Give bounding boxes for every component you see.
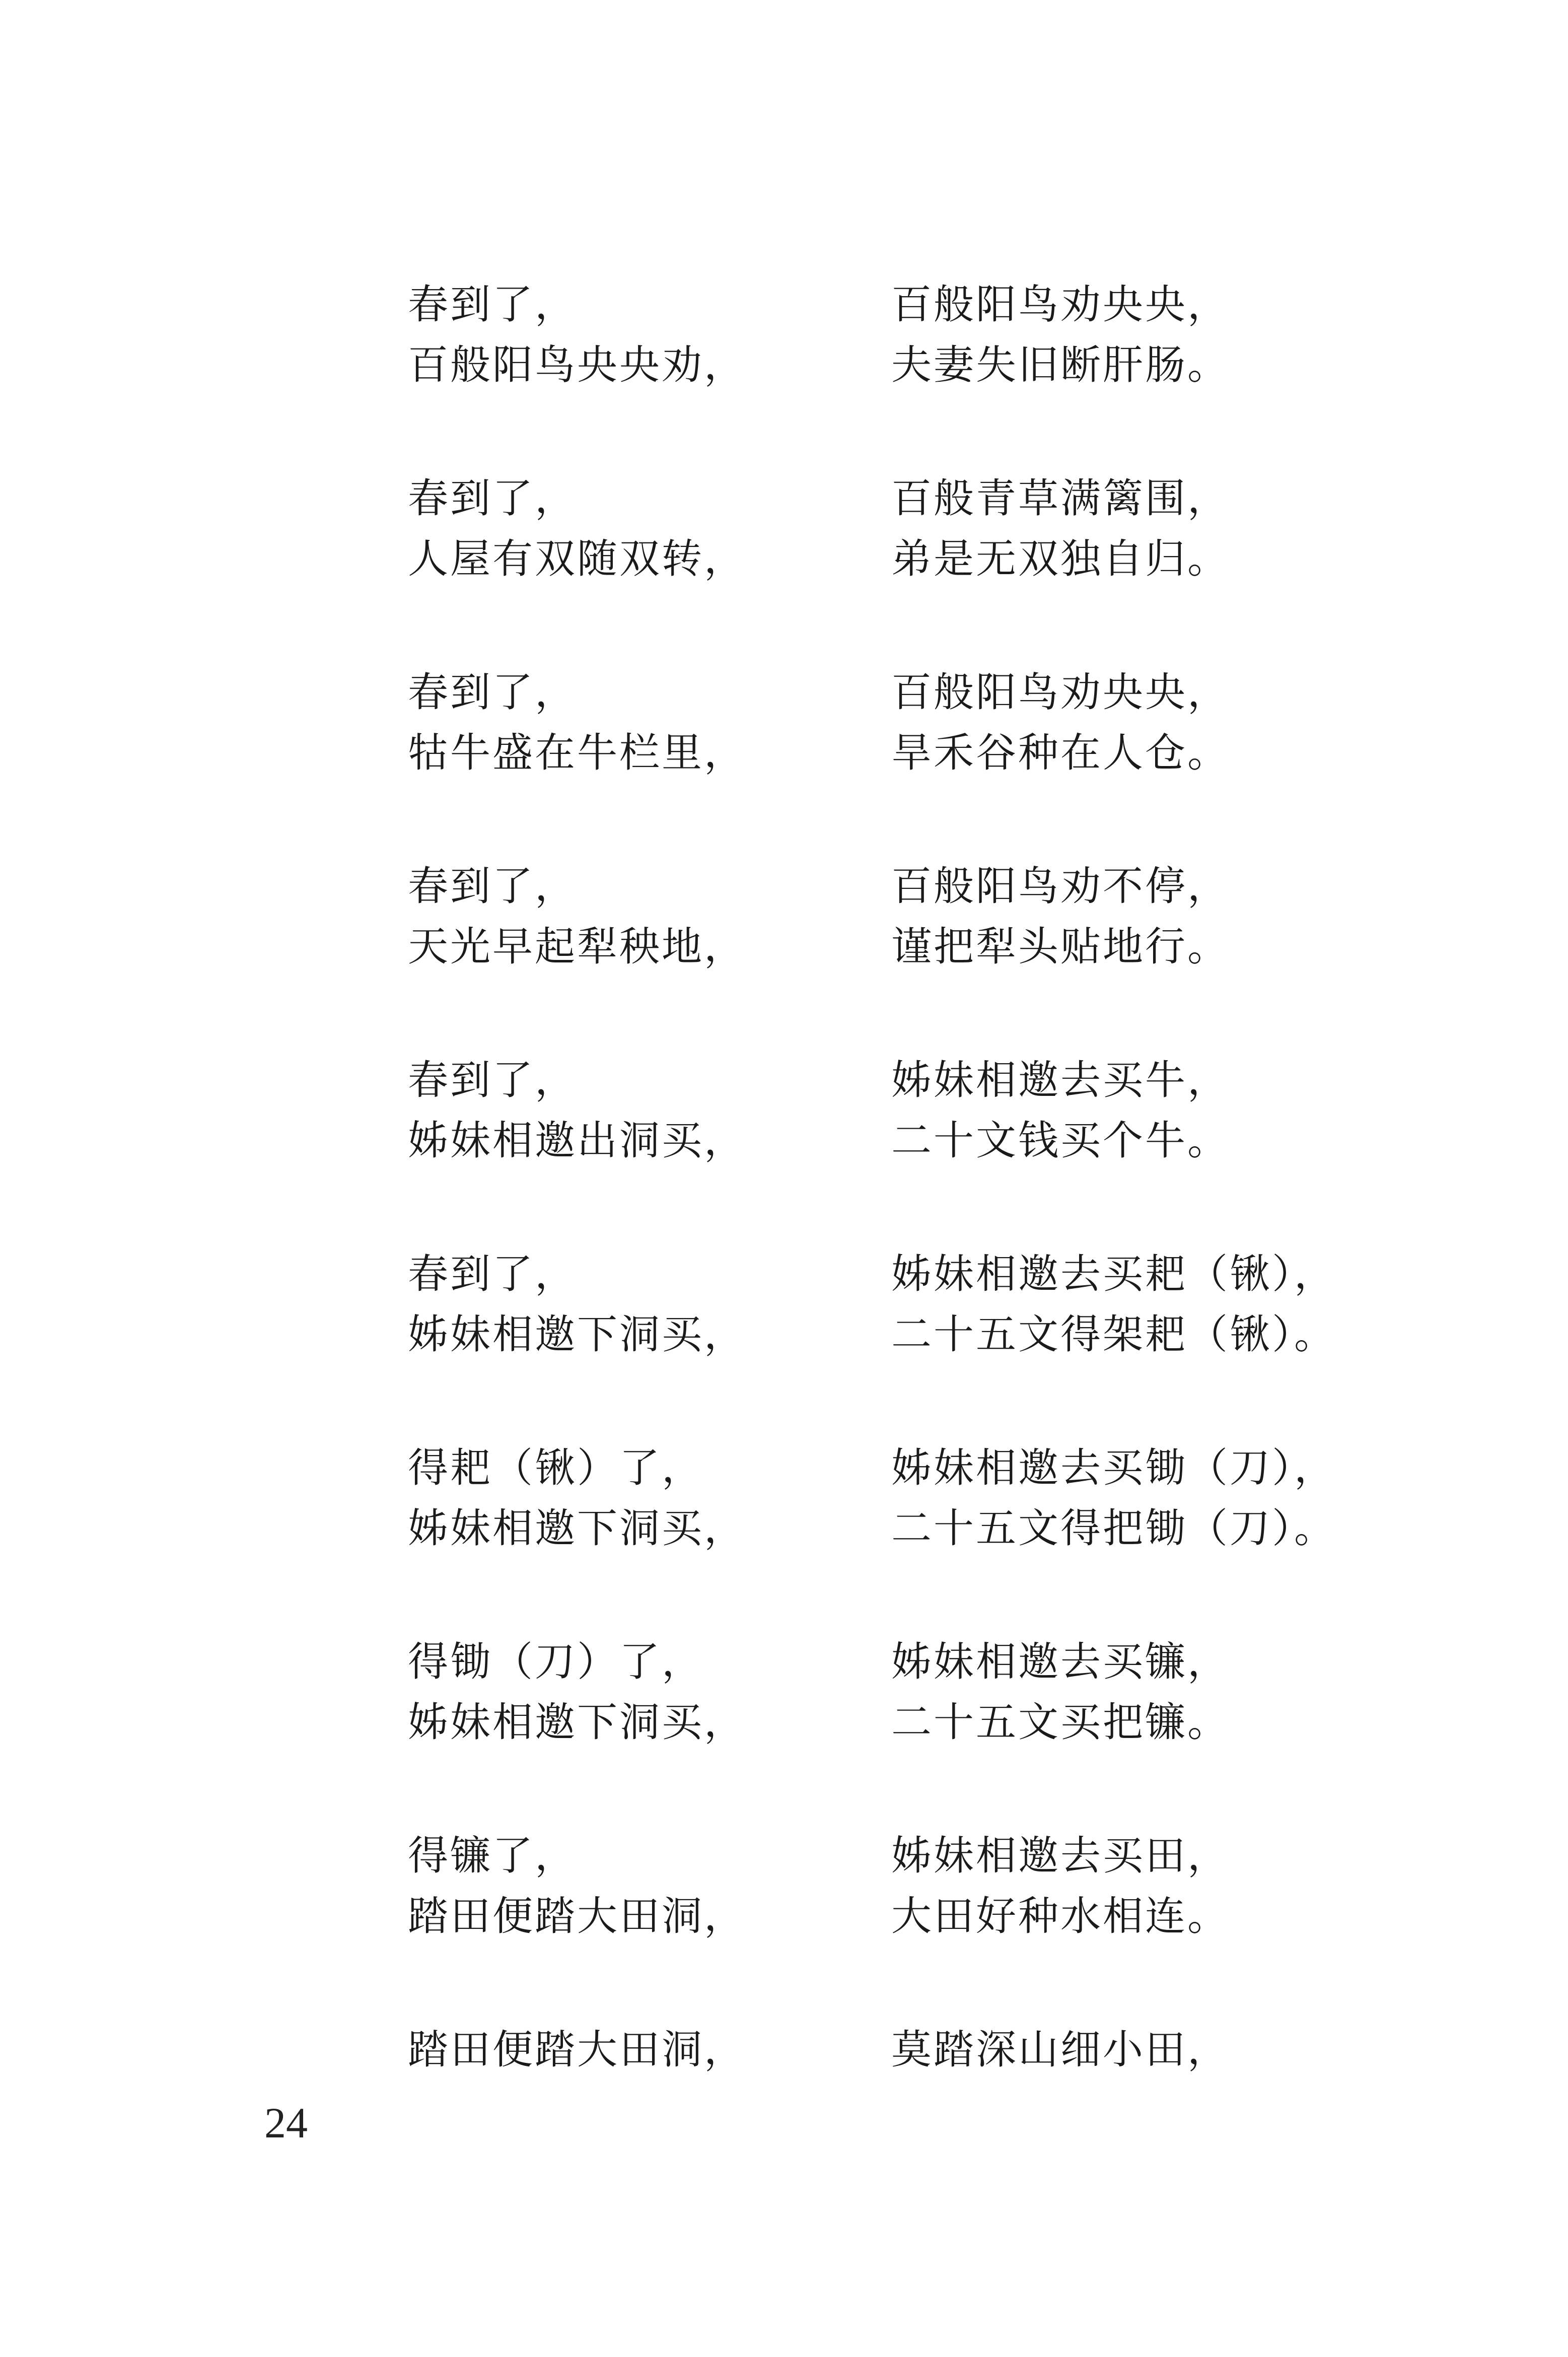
verse-line: 得镰了， [408, 1832, 577, 1879]
page-number: 24 [264, 2099, 308, 2147]
stanza-1 [408, 280, 1390, 400]
verse-line: 莫踏深山细小田， [891, 2026, 1230, 2073]
verse-line: 春到了， [408, 1057, 577, 1103]
verse-line: 姊妹相邀出洞买， [408, 1117, 746, 1164]
verse-line: 踏田便踏大田洞， [408, 2026, 746, 2073]
verse-line: 二十五文得架耙（锹）。 [891, 1311, 1336, 1358]
verse-line: 夫妻失旧断肝肠。 [891, 341, 1230, 388]
stanza-2 [408, 473, 1390, 594]
verse-line: 谨把犁头贴地行。 [891, 923, 1230, 970]
verse-line: 旱禾谷种在人仓。 [891, 729, 1230, 776]
verse-line: 春到了， [408, 281, 577, 328]
verse-line: 姊妹相邀下洞买， [408, 1505, 746, 1552]
verse-line: 百般青草满篱围， [891, 475, 1230, 522]
verse-line: 得耙（锹）了， [408, 1444, 704, 1491]
verse-line: 春到了， [408, 475, 577, 522]
verse-line: 姊妹相邀去买牛， [891, 1057, 1230, 1103]
verse-line: 百般阳鸟劝央央， [891, 281, 1230, 328]
verse-line: 姊妹相邀去买田， [891, 1832, 1230, 1879]
stanza-8 [408, 1637, 1390, 1758]
verse-line: 姊妹相邀去买镰， [891, 1638, 1230, 1685]
stanza-5 [408, 1055, 1390, 1176]
verse-line: 得锄（刀）了， [408, 1638, 704, 1685]
verse-line: 春到了， [408, 1251, 577, 1297]
stanza-7 [408, 1443, 1390, 1564]
verse-line: 百般阳鸟劝不停， [891, 863, 1230, 910]
verse-line: 百般阳鸟央央劝， [408, 341, 746, 388]
verse-line: 人屋有双随双转， [408, 535, 746, 582]
stanza-9 [408, 1831, 1390, 1952]
verse-line: 踏田便踏大田洞， [408, 1893, 746, 1939]
verse-line: 二十文钱买个牛。 [891, 1117, 1230, 1164]
verse-line: 牯牛盛在牛栏里， [408, 729, 746, 776]
verse-line: 二十五文买把镰。 [891, 1699, 1230, 1746]
verse-line: 二十五文得把锄（刀）。 [891, 1505, 1336, 1552]
stanza-4 [408, 861, 1390, 982]
verse-line: 大田好种水相连。 [891, 1893, 1230, 1939]
verse-line: 百般阳鸟劝央央， [891, 669, 1230, 716]
verse-line: 春到了， [408, 863, 577, 910]
verse-line: 弟是无双独自归。 [891, 535, 1230, 582]
verse-line: 姊妹相邀下洞买， [408, 1311, 746, 1358]
verse-line: 姊妹相邀下洞买， [408, 1699, 746, 1746]
stanza-10 [408, 2025, 1390, 2145]
stanza-6 [408, 1249, 1390, 1370]
verse-line: 姊妹相邀去买锄（刀）， [891, 1444, 1336, 1491]
verse-line: 姊妹相邀去买耙（锹）， [891, 1251, 1336, 1297]
stanza-3 [408, 667, 1390, 788]
verse-line: 天光早起犁秧地， [408, 923, 746, 970]
verse-line: 春到了， [408, 669, 577, 716]
